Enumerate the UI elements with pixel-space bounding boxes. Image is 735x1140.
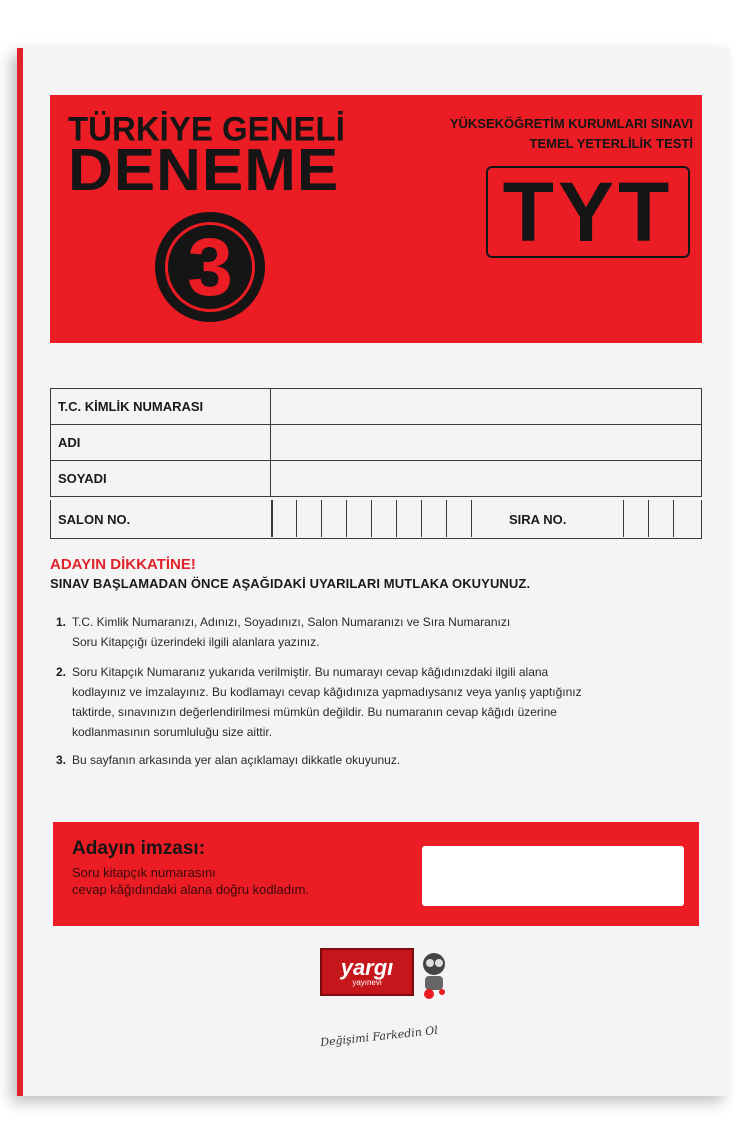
tc-field[interactable] [271,389,702,425]
instruction-text: Soru Kitapçığı üzerindeki ilgili alanlara yazınız. [72,635,320,649]
instruction-text: taktirde, sınavınızın değerlendirilmesi mümkün değildir. Bu numaranın cevap kâğıdı üzerine [72,705,557,719]
notice-title: ADAYIN DİKKATİNE! [50,556,196,573]
exam-number: 3 [187,222,233,313]
digit-cell[interactable] [623,500,648,537]
instruction-number: 1. [56,615,67,629]
table-row [51,425,702,461]
digit-cell[interactable] [271,500,296,537]
digit-cell[interactable] [321,500,346,537]
mascot-icon [416,950,452,1000]
instruction-text: Soru Kitapçık Numaranız yukarıda verilmiştir. Bu numarayı cevap kâğıdınızdaki ilgili alana [72,665,549,679]
digit-cell[interactable] [673,500,698,537]
instruction-text: kodlanmasının sorumluluğu size aittir. [72,725,273,739]
publisher-slogan: Değişimi Farkedin Ol [319,1023,439,1050]
header-title-line1: TÜRKİYE GENELİ [68,109,345,148]
exam-code-box [486,166,690,258]
name-label: ADI [51,425,271,461]
surname-field[interactable] [271,461,702,497]
table-row [51,389,702,425]
digit-cell[interactable] [421,500,446,537]
header-subtitle-2: TEMEL YETERLİLİK TESTİ [529,136,693,151]
instruction-number: 3. [56,753,67,767]
salon-number-cells[interactable] [271,500,496,537]
table-row [51,461,702,497]
signature-note [72,864,309,898]
candidate-info-table [50,388,702,497]
digit-cell[interactable] [346,500,371,537]
instruction-text: kodlayınız ve imzalayınız. Bu kodlamayı cevap kâğıdınıza yapmadıysanız veya yanlış yaptığınız [72,685,582,699]
surname-label: SOYADI [51,461,271,497]
header-subtitle-1: YÜKSEKÖĞRETİM KURUMLARI SINAVI [449,116,693,131]
digit-cell[interactable] [446,500,471,537]
signature-note-line: Soru kitapçık numarasını [72,865,216,880]
instruction-text: Bu sayfanın arkasında yer alan açıklamayı dikkatle okuyunuz. [72,753,401,767]
digit-cell[interactable] [296,500,321,537]
salon-row [50,500,702,539]
digit-cell[interactable] [471,500,496,537]
instruction-3 [56,750,706,770]
publisher-logo-sub: yayınevi [352,977,382,987]
header-title-line2: DENEME [68,137,340,204]
instruction-text: T.C. Kimlik Numaranızı, Adınızı, Soyadınızı, Salon Numaranızı ve Sıra Numaranızı [72,615,511,629]
sira-number-cells[interactable] [623,500,698,537]
salon-label: SALON NO. [58,512,131,527]
publisher-logo-text: yargı [340,954,394,980]
signature-title: Adayın imzası: [72,838,206,859]
digit-cell[interactable] [648,500,673,537]
exam-number-badge [155,212,265,322]
signature-field[interactable] [422,846,684,906]
instruction-number: 2. [56,665,67,679]
exam-code: TYT [502,164,674,259]
signature-note-line: cevap kâğıdındaki alana doğru kodladım. [72,882,310,897]
digit-cell[interactable] [396,500,421,537]
instruction-2 [56,662,706,742]
instruction-1 [56,612,706,652]
sira-label: SIRA NO. [509,512,567,527]
publisher-logo [320,948,414,996]
notice-subtitle: SINAV BAŞLAMADAN ÖNCE AŞAĞIDAKİ UYARILARI MUTLAKA OKUYUNUZ. [50,576,531,591]
digit-cell[interactable] [371,500,396,537]
booklet-spine [17,48,23,1096]
name-field[interactable] [271,425,702,461]
tc-label: T.C. KİMLİK NUMARASI [51,389,271,425]
